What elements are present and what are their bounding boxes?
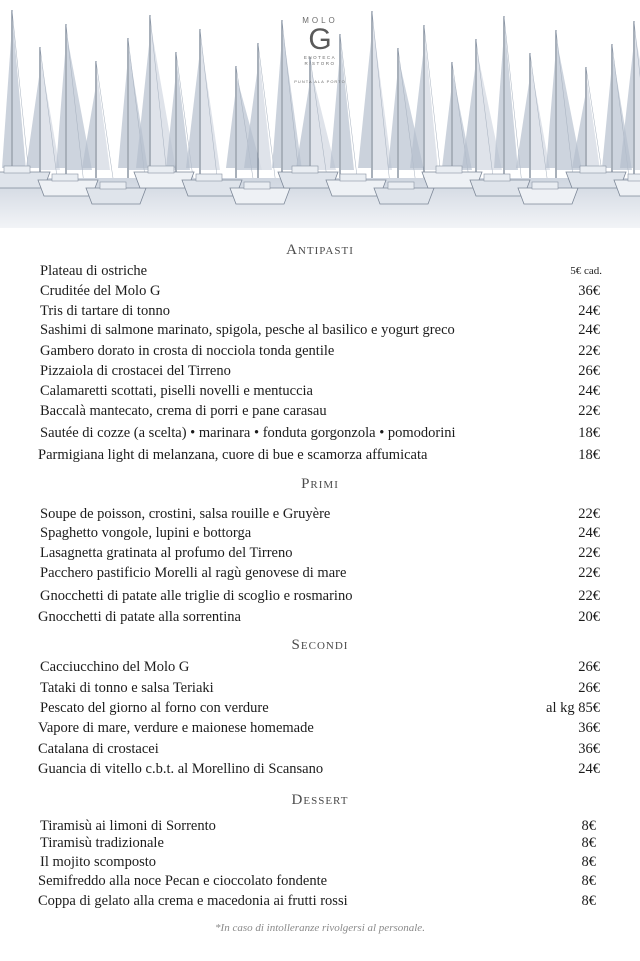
boat-cabin [532, 182, 558, 189]
menu-item-name: Gambero dorato in crosta di nocciola tonda gentile [40, 343, 335, 359]
menu-item-price: 8€ [581, 893, 596, 909]
boat-hull [230, 188, 290, 204]
boat-cabin [292, 166, 318, 173]
menu-item-name: Pizzaiola di crostacei del Tirreno [40, 363, 231, 379]
boat-hull [86, 188, 146, 204]
logo-line-2: RISTORO [304, 61, 336, 66]
logo-brand-top: MOLO [302, 16, 338, 25]
menu-item-price: 26€ [578, 659, 600, 675]
menu-item-name: Tiramisù tradizionale [40, 835, 164, 851]
menu-item [0, 588, 640, 608]
menu-item-price: 8€ [581, 818, 596, 834]
boat-hull [374, 188, 434, 204]
menu-item-name: Plateau di ostriche [40, 263, 148, 279]
allergy-footnote: *In caso di intolleranze rivolgersi al personale. [215, 922, 425, 934]
menu-item-price: 36€ [578, 741, 600, 757]
menu-item-price: 26€ [578, 680, 600, 696]
boat-cabin [436, 166, 462, 173]
menu-item [0, 893, 640, 913]
menu-item [0, 303, 640, 323]
menu-item-price: 22€ [578, 343, 600, 359]
menu-item-name: Lasagnetta gratinata al profumo del Tirreno [40, 545, 293, 561]
menu-item [0, 741, 640, 761]
menu-item-name: Tiramisù ai limoni di Sorrento [40, 818, 216, 834]
menu-item-name: Vapore di mare, verdure e maionese homemade [38, 720, 314, 736]
menu-item [0, 854, 640, 874]
menu-item-name: Catalana di crostacei [38, 741, 159, 757]
menu-item-name: Cacciucchino del Molo G [40, 659, 190, 675]
menu-item [0, 506, 640, 526]
boat-cabin [628, 174, 640, 181]
restaurant-logo [290, 16, 350, 84]
boat-cabin [580, 166, 606, 173]
menu-item-price: 18€ [578, 425, 600, 441]
menu-item-price: 22€ [578, 545, 600, 561]
menu-item [0, 322, 640, 342]
menu-item [0, 873, 640, 893]
menu-item-price: 36€ [578, 720, 600, 736]
boat-hull [518, 188, 578, 204]
menu-item-price: 36€ [578, 283, 600, 299]
menu-item [0, 609, 640, 629]
boat-cabin [148, 166, 174, 173]
menu-item [0, 525, 640, 545]
boat-cabin [388, 182, 414, 189]
menu-item [0, 447, 640, 467]
menu-item [0, 835, 640, 855]
menu-item-price: 24€ [578, 761, 600, 777]
menu-item-name: Sashimi di salmone marinato, spigola, pesche al basilico e yogurt greco [40, 322, 455, 338]
menu-item-name: Semifreddo alla noce Pecan e cioccolato fondente [38, 873, 328, 889]
menu-item [0, 700, 640, 720]
menu-item [0, 383, 640, 403]
menu-item-name: Parmigiana light di melanzana, cuore di bue e scamorza affumicata [38, 447, 428, 463]
menu-item [0, 761, 640, 781]
menu-item-price: 24€ [578, 322, 600, 338]
menu-item-price: 22€ [578, 588, 600, 604]
menu-item-price: 22€ [578, 565, 600, 581]
menu-item [0, 565, 640, 585]
boat-cabin [100, 182, 126, 189]
menu-item-price: 5€ cad. [570, 265, 602, 277]
menu-item-name: Gnocchetti di patate alle triglie di scoglio e rosmarino [40, 588, 353, 604]
menu-item-price: 8€ [581, 873, 596, 889]
boat-cabin [196, 174, 222, 181]
menu-item-name: Pescato del giorno al forno con verdure [40, 700, 269, 716]
menu-item-name: Spaghetto vongole, lupini e bottorga [40, 525, 252, 541]
boat-cabin [4, 166, 30, 173]
logo-line-3: PUNTA ALA PORTO [294, 79, 346, 84]
menu-item [0, 403, 640, 423]
menu-item [0, 545, 640, 565]
menu-item-name: Sautée di cozze (a scelta) • marinara • fonduta gorgonzola • pomodorini [40, 425, 456, 441]
menu-item-price: al kg 85€ [546, 700, 600, 716]
menu-item-name: Coppa di gelato alla crema e macedonia ai frutti rossi [38, 893, 348, 909]
menu-item-name: Il mojito scomposto [40, 854, 156, 870]
menu-item-price: 22€ [578, 506, 600, 522]
logo-line-1: ENOTECA [303, 55, 337, 60]
menu-item-name: Guancia di vitello c.b.t. al Morellino di Scansano [38, 761, 324, 777]
menu-item-price: 8€ [581, 835, 596, 851]
section-title-secondi: Secondi [291, 637, 349, 653]
logo-brand-letter: G [308, 23, 332, 56]
section-title-dessert: Dessert [291, 792, 349, 808]
menu-item [0, 659, 640, 679]
menu-item [0, 283, 640, 303]
section-title-primi: Primi [301, 476, 339, 492]
boat-cabin [244, 182, 270, 189]
menu-item-name: Baccalà mantecato, crema di porri e pane carasau [40, 403, 327, 419]
menu-item-price: 22€ [578, 403, 600, 419]
menu-item-name: Calamaretti scottati, piselli novelli e mentuccia [40, 383, 313, 399]
boat-cabin [484, 174, 510, 181]
menu-item [0, 343, 640, 363]
menu-item-name: Cruditée del Molo G [40, 283, 161, 299]
menu-item-name: Gnocchetti di patate alla sorrentina [38, 609, 241, 625]
menu-item [0, 263, 640, 283]
section-title-antipasti: Antipasti [286, 242, 354, 258]
menu-item [0, 425, 640, 445]
menu-item-name: Tataki di tonno e salsa Teriaki [40, 680, 214, 696]
menu-item-price: 24€ [578, 383, 600, 399]
menu-item [0, 680, 640, 700]
menu-item-price: 20€ [578, 609, 600, 625]
menu-item [0, 720, 640, 740]
menu-item-name: Soupe de poisson, crostini, salsa rouille e Gruyère [40, 506, 331, 522]
menu-item-price: 26€ [578, 363, 600, 379]
menu-item-name: Tris di tartare di tonno [40, 303, 170, 319]
menu-item-price: 24€ [578, 525, 600, 541]
menu-item-price: 24€ [578, 303, 600, 319]
menu-item-price: 18€ [578, 447, 600, 463]
menu-item-name: Pacchero pastificio Morelli al ragù genovese di mare [40, 565, 347, 581]
menu-item-price: 8€ [581, 854, 596, 870]
boat-cabin [340, 174, 366, 181]
menu-item [0, 363, 640, 383]
boat-cabin [52, 174, 78, 181]
